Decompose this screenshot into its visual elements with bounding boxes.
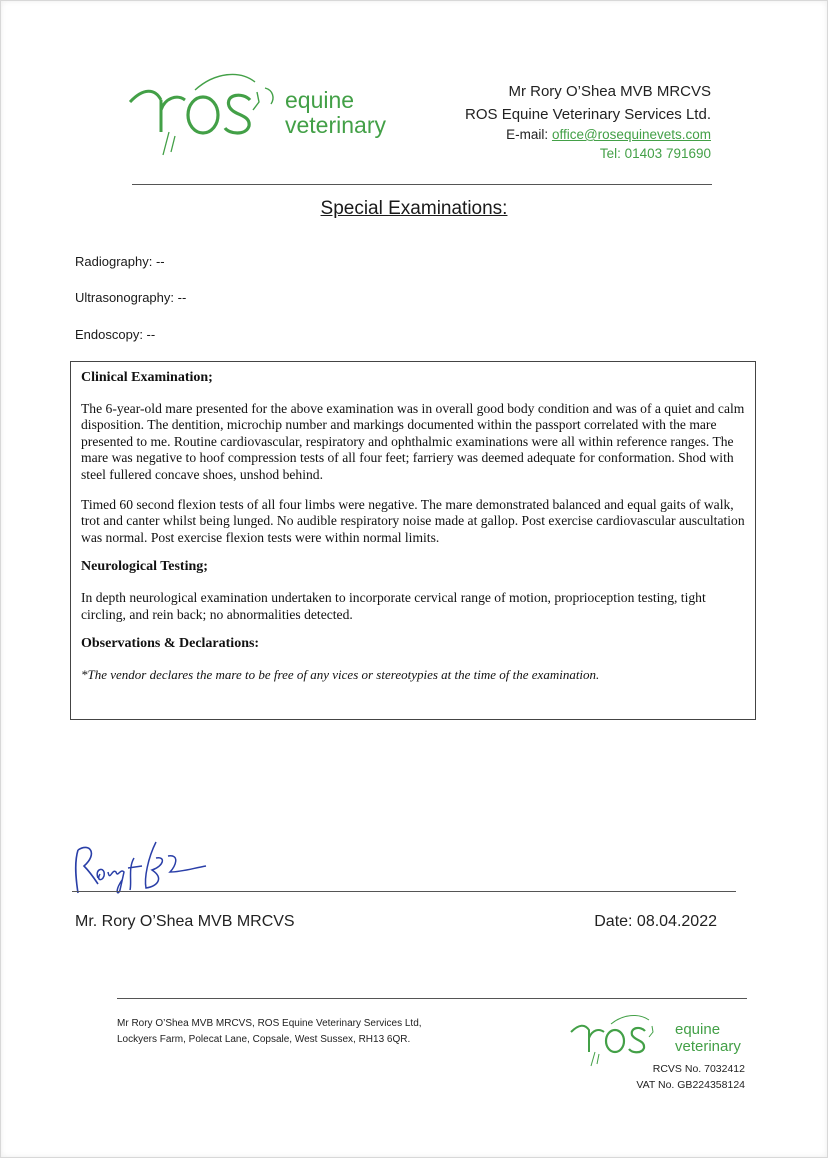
email-link[interactable]: office@rosequinevets.com (551, 127, 711, 142)
endoscopy-field: Endoscopy: -- (75, 327, 156, 342)
signature-line (72, 891, 736, 892)
footer-address-line-2: Lockyers Farm, Polecat Lane, Copsale, West Sussex, RH13 6QR. (117, 1034, 411, 1045)
logo-word-veterinary: veterinary (285, 112, 386, 138)
footer-logo-word-equine: equine (675, 1021, 721, 1038)
neurological-paragraph: In depth neurological examination undertaken to incorporate cervical range of motion, proprioception testing, tight circling, and rein back; no abnormalities detected. (81, 589, 706, 622)
neurological-heading: Neurological Testing; (81, 559, 208, 575)
observations-paragraph: *The vendor declares the mare to be free of any vices or stereotypies at the time of the examination. (81, 666, 600, 682)
header-divider (132, 184, 712, 185)
ros-logo-icon (125, 70, 285, 165)
rcvs-number: RCVS No. 7032412 (652, 1063, 745, 1075)
footer-logo-word-veterinary: veterinary (675, 1038, 741, 1055)
signatory-name: Mr. Rory O’Shea MVB MRCVS (75, 913, 295, 930)
company-name: ROS Equine Veterinary Services Ltd. (465, 106, 711, 123)
company-logo (125, 70, 405, 165)
vet-name: Mr Rory O’Shea MVB MRCVS (508, 83, 711, 100)
footer-divider (117, 998, 747, 999)
radiography-field: Radiography: -- (75, 254, 165, 269)
footer-address-line-1: Mr Rory O’Shea MVB MRCVS, ROS Equine Veterinary Services Ltd, (117, 1018, 422, 1029)
clinical-paragraph-1: The 6-year-old mare presented for the above examination was in overall good body condition and was of a quiet and calm disposition. The dentition, microchip number and markings documented within the passport correlated with the mare presented to me. Routine cardiovascular, respiratory and ophthalmic examinations were all within reference ranges. The mare was negative to hoof compression tests of all four feet; farriery was deemed adequate for conformation. Shod with steel fullered concave shoes, unshod behind. (81, 400, 745, 482)
signature-date: Date: 08.04.2022 (594, 913, 717, 930)
ultrasonography-field: Ultrasonography: -- (75, 290, 187, 305)
signature-icon (72, 838, 212, 898)
vat-number: VAT No. GB224358124 (636, 1079, 745, 1091)
page-title: Special Examinations: (320, 198, 508, 219)
email-label: E-mail: (506, 127, 549, 142)
logo-word-equine: equine (285, 87, 355, 113)
observations-heading: Observations & Declarations: (81, 636, 260, 652)
clinical-paragraph-2: Timed 60 second flexion tests of all four limbs were negative. The mare demonstrated balanced and equal gaits of walk, trot and canter whilst being lunged. No audible respiratory noise made at gallop. Post exercise cardiovascular auscultation was normal. Post exercise flexion tests were within normal limits. (81, 496, 745, 545)
clinical-examination-box (70, 361, 756, 720)
clinical-heading: Clinical Examination; (81, 370, 213, 385)
telephone: Tel: 01403 791690 (599, 146, 711, 161)
email-line (506, 127, 711, 142)
